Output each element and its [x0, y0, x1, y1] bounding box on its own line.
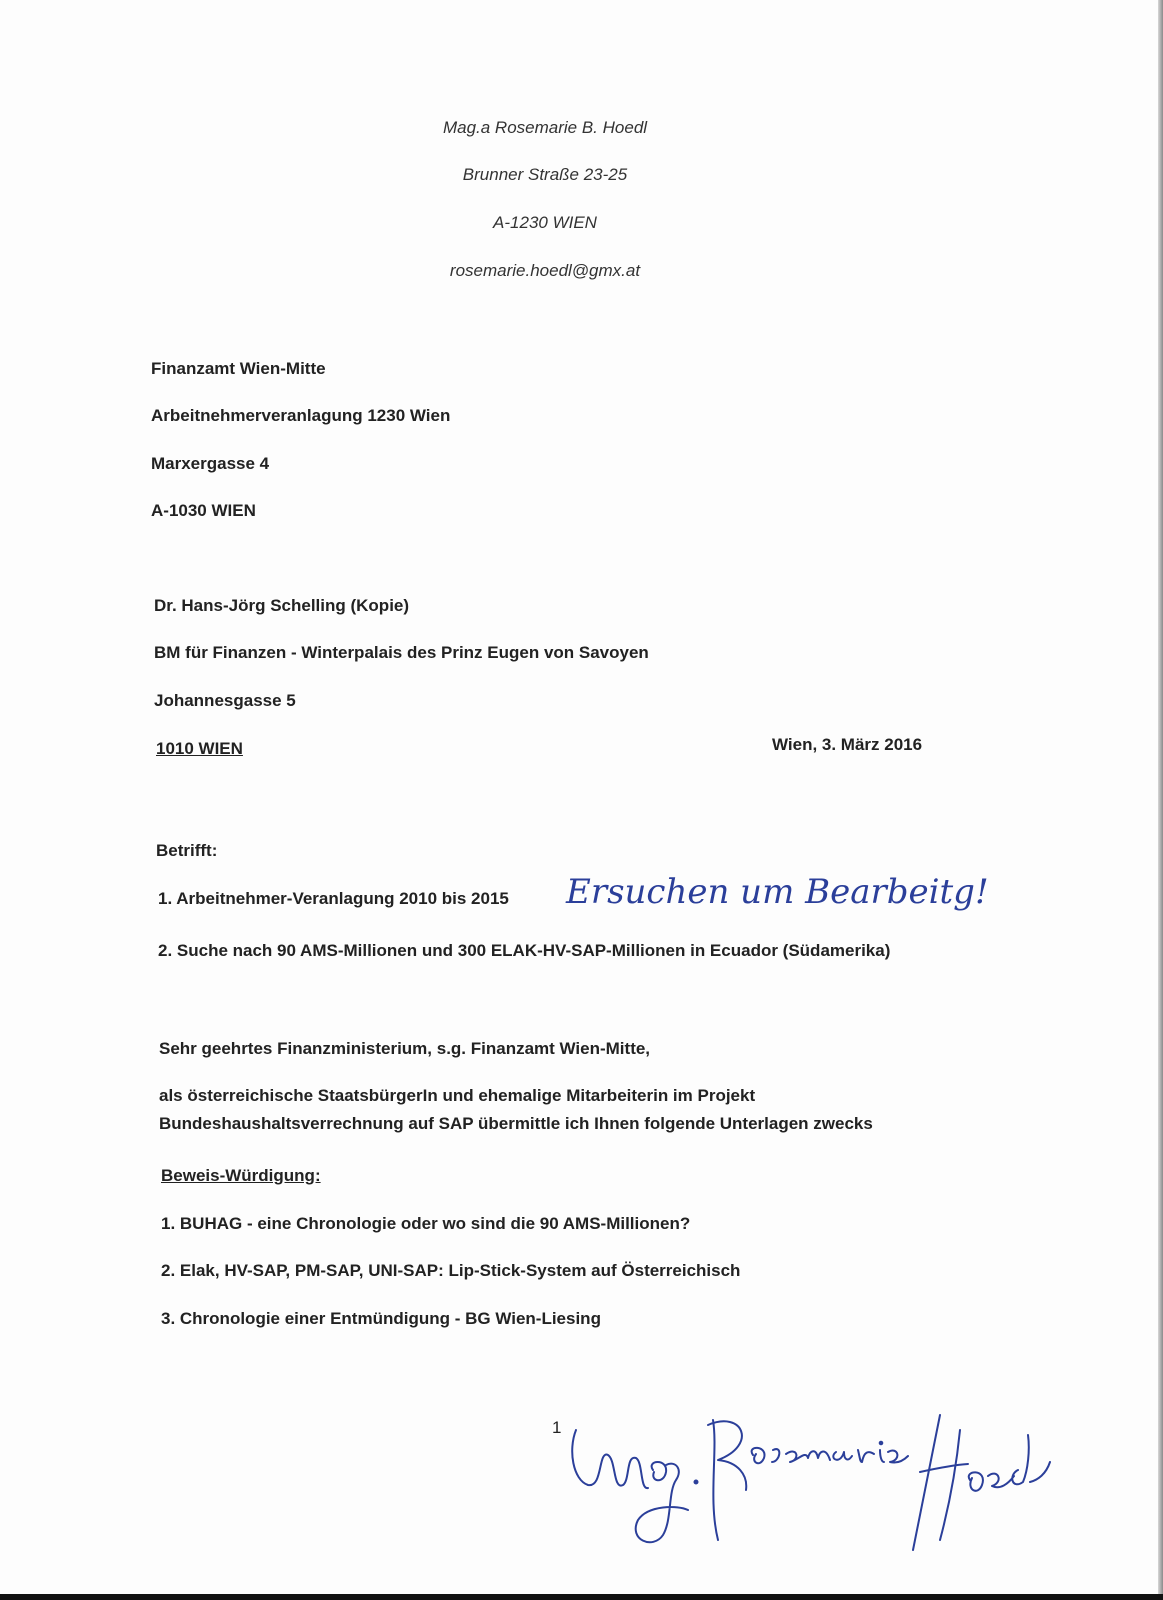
- evidence-item-1: 1. BUHAG - eine Chronologie oder wo sind die 90 AMS-Millionen?: [161, 1214, 691, 1233]
- recipient1-department: Arbeitnehmerveranlagung 1230 Wien: [151, 406, 451, 425]
- evidence-item-3: 3. Chronologie einer Entmündigung - BG Wien-Liesing: [161, 1309, 601, 1328]
- sender-email: rosemarie.hoedl@gmx.at: [449, 261, 641, 280]
- letter-date: Wien, 3. März 2016: [772, 735, 923, 754]
- subject-label: Betrifft:: [156, 841, 218, 860]
- handwritten-note: Ersuchen um Bearbeitg!: [566, 872, 989, 912]
- recipient2-institution: BM für Finanzen - Winterpalais des Prinz Eugen von Savoyen: [154, 643, 649, 662]
- body-paragraph-line-2: Bundeshaushaltsverrechnung auf SAP übermittle ich Ihnen folgende Unterlagen zwecks: [159, 1114, 873, 1133]
- evidence-heading: Beweis-Würdigung:: [161, 1166, 321, 1185]
- subject-item-1: 1. Arbeitnehmer-Veranlagung 2010 bis 2015: [158, 889, 509, 908]
- body-paragraph-line-1: als österreichische StaatsbürgerIn und ehemalige Mitarbeiterin im Projekt: [159, 1086, 756, 1105]
- signature-image: [568, 1410, 1068, 1560]
- recipient2-street: Johannesgasse 5: [154, 691, 296, 710]
- sender-name: Mag.a Rosemarie B. Hoedl: [442, 118, 648, 137]
- page-number: 1: [552, 1418, 562, 1437]
- sender-street: Brunner Straße 23-25: [462, 165, 628, 184]
- recipient1-city: A-1030 WIEN: [151, 501, 256, 520]
- recipient2-name: Dr. Hans-Jörg Schelling (Kopie): [154, 596, 410, 615]
- evidence-item-2: 2. Elak, HV-SAP, PM-SAP, UNI-SAP: Lip-Stick-System auf Österreichisch: [161, 1261, 741, 1280]
- scan-right-edge: [1158, 0, 1163, 1600]
- salutation: Sehr geehrtes Finanzministerium, s.g. Finanzamt Wien-Mitte,: [159, 1039, 651, 1058]
- subject-item-2: 2. Suche nach 90 AMS-Millionen und 300 ELAK-HV-SAP-Millionen in Ecuador (Südamerika): [158, 941, 891, 960]
- recipient2-city: 1010 WIEN: [156, 739, 243, 758]
- recipient1-street: Marxergasse 4: [151, 454, 270, 473]
- scan-bottom-edge: [0, 1594, 1163, 1600]
- recipient1-office: Finanzamt Wien-Mitte: [151, 359, 326, 378]
- sender-city: A-1230 WIEN: [493, 213, 597, 232]
